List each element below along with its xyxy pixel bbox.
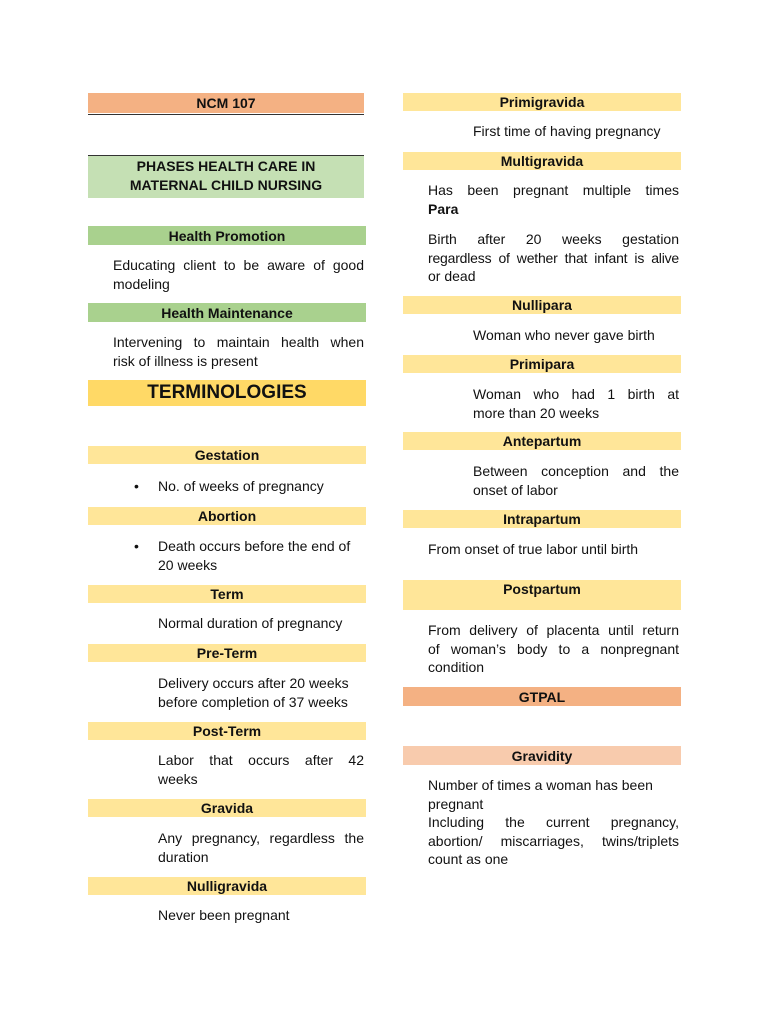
- text-line: Intervening to maintain health when: [113, 334, 364, 350]
- text-line: Woman who had 1 birth at: [473, 386, 679, 402]
- abortion-heading: [88, 507, 366, 525]
- heading-label: Primipara: [509, 356, 575, 372]
- text-line: Labor that occurs after 42: [158, 752, 364, 768]
- text-line: count as one: [428, 851, 509, 867]
- heading-label: Health Promotion: [168, 227, 286, 244]
- phases-title-line: PHASES HEALTH CARE IN: [136, 158, 316, 174]
- heading-label: GTPAL: [518, 688, 566, 705]
- heading-label: Pre-Term: [196, 645, 258, 661]
- text-line: From delivery of placenta until return: [428, 622, 679, 638]
- postterm-heading: [88, 722, 366, 740]
- terminologies-label: TERMINOLOGIES: [147, 382, 307, 403]
- gtpal-heading: [403, 687, 681, 706]
- course-header-label: NCM 107: [196, 95, 256, 111]
- nullipara-text: [473, 326, 679, 345]
- gestation-heading: [88, 446, 366, 464]
- heading-label: Primigravida: [499, 94, 585, 110]
- text-line: Has been pregnant multiple times: [428, 182, 679, 198]
- heading-label: Gravidity: [511, 747, 573, 764]
- primipara-text: [473, 385, 679, 422]
- health-promotion-heading: [88, 226, 366, 245]
- multigravida-heading: [403, 152, 681, 170]
- text-line: Number of times a woman has been: [428, 777, 653, 793]
- antepartum-heading: [403, 432, 681, 450]
- health-maintenance-text: [113, 333, 364, 370]
- text-line: or dead: [428, 268, 476, 284]
- text-line: condition: [428, 659, 485, 675]
- heading-label: Abortion: [197, 508, 257, 524]
- heading-label: Intrapartum: [503, 511, 581, 527]
- postterm-text: [158, 751, 364, 788]
- text-line: modeling: [113, 275, 170, 292]
- text-line: weeks: [158, 770, 198, 787]
- primipara-heading: [403, 355, 681, 373]
- text-line: pregnant: [428, 795, 484, 812]
- heading-label: Antepartum: [502, 433, 582, 449]
- heading-label: Term: [210, 586, 244, 602]
- phases-title: [88, 156, 364, 198]
- text-line: Between conception and the: [473, 463, 679, 479]
- text-line: before completion of 37 weeks: [158, 693, 348, 710]
- preterm-text: [158, 674, 364, 711]
- antepartum-text: [473, 462, 679, 499]
- primigravida-heading: [403, 93, 681, 111]
- intrapartum-heading: [403, 510, 681, 528]
- heading-label: Gestation: [194, 447, 260, 463]
- nulligravida-heading: [88, 877, 366, 895]
- para-heading: Para: [428, 200, 459, 217]
- heading-label: Multigravida: [500, 153, 584, 169]
- gravida-heading: [88, 799, 366, 817]
- text-line: Any pregnancy, regardless the: [158, 830, 364, 846]
- primigravida-text: [473, 122, 679, 141]
- abortion-bullet: [134, 537, 364, 574]
- text-line: more than 20 weeks: [473, 404, 600, 421]
- text-line: Educating client to be aware of good: [113, 257, 364, 273]
- postpartum-text: [428, 621, 679, 677]
- heading-label: Post-Term: [192, 723, 262, 739]
- phases-title-line: MATERNAL CHILD NURSING: [129, 177, 323, 193]
- terminologies-title: [88, 380, 366, 406]
- bullet-icon: •: [134, 478, 139, 494]
- divider: [88, 114, 364, 115]
- text-line: 20 weeks: [158, 556, 218, 573]
- health-maintenance-heading: [88, 303, 366, 322]
- health-promotion-text: [113, 256, 364, 293]
- gestation-bullet: [134, 477, 364, 496]
- text-line: of woman’s body to a nonpregnant: [428, 640, 679, 657]
- text-line: Normal duration of pregnancy: [158, 615, 343, 631]
- text-line: From onset of true labor until birth: [428, 541, 639, 557]
- postpartum-heading: [403, 580, 681, 610]
- gravidity-heading: [403, 746, 681, 765]
- text-line: Delivery occurs after 20 weeks: [158, 675, 349, 691]
- heading-label: Gravida: [200, 800, 254, 816]
- text-line: onset of labor: [473, 481, 558, 498]
- heading-label: Nulligravida: [186, 878, 268, 894]
- text-line: regardless of wether that infant is alive: [428, 249, 679, 266]
- text-line: First time of having pregnancy: [473, 123, 661, 139]
- gravida-text: [158, 829, 364, 866]
- multigravida-text: [428, 181, 679, 218]
- nulligravida-text: [158, 906, 364, 925]
- preterm-heading: [88, 644, 366, 662]
- course-header: [88, 93, 364, 113]
- text-line: Including the current pregnancy,: [428, 814, 679, 830]
- text-line: abortion/ miscarriages, twins/triplets: [428, 832, 679, 849]
- term-heading: [88, 585, 366, 603]
- text-line: Birth after 20 weeks gestation: [428, 231, 679, 247]
- text-line: duration: [158, 848, 209, 865]
- bullet-icon: •: [134, 538, 139, 554]
- nullipara-heading: [403, 296, 681, 314]
- para-text: [428, 230, 679, 286]
- heading-label: Nullipara: [512, 297, 572, 313]
- text-line: No. of weeks of pregnancy: [158, 478, 324, 494]
- term-text: [158, 614, 364, 633]
- text-line: Woman who never gave birth: [473, 327, 655, 343]
- text-line: Death occurs before the end of: [158, 538, 351, 554]
- text-line: Never been pregnant: [158, 907, 290, 923]
- heading-label: Health Maintenance: [161, 304, 293, 321]
- intrapartum-text: [428, 540, 679, 559]
- heading-label: Postpartum: [503, 581, 581, 597]
- gravidity-text: [428, 776, 679, 869]
- text-line: risk of illness is present: [113, 352, 258, 369]
